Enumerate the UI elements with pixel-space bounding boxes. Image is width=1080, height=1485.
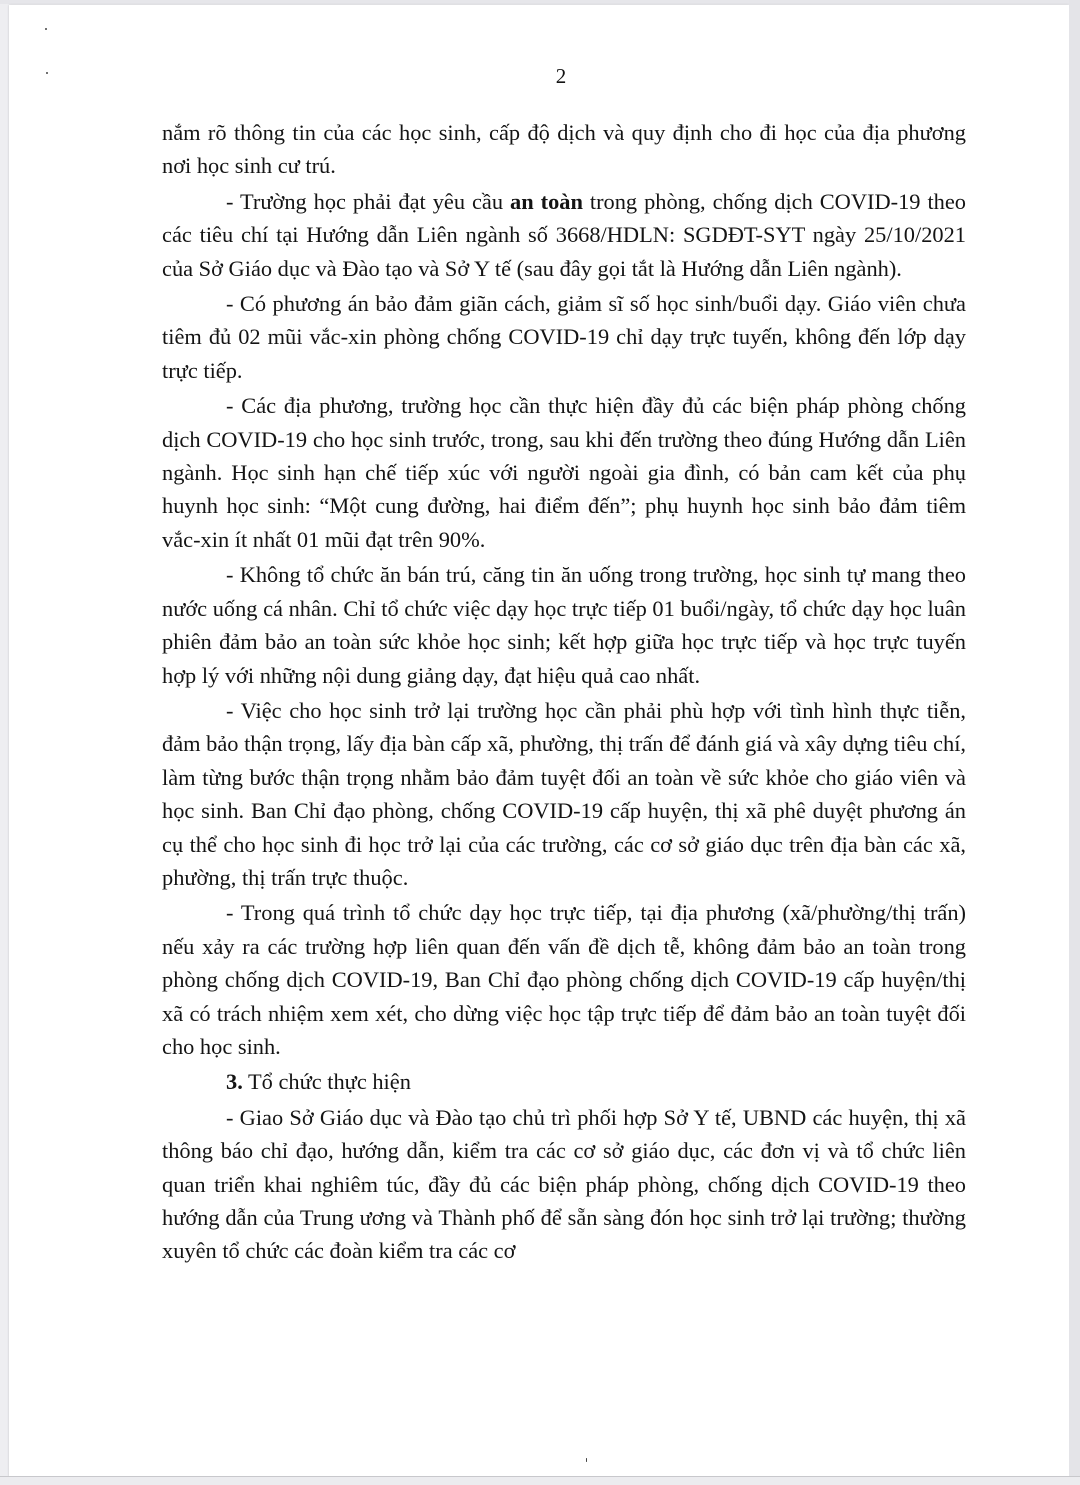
paragraph-implementation: - Giao Sở Giáo dục và Đào tạo chủ trì phối hợp Sở Y tế, UBND các huyện, thị xã thông báo chỉ đạo, hướng dẫn, kiểm tra các cơ sở giáo dục, các đơn vị và tổ chức liên quan triển khai nghiêm túc, đầy đủ các biện pháp phòng, chống dịch COVID-19 theo hướng dẫn của Trung ương và Thành phố để sẵn sàng đón học sinh trở lại trường; thường xuyên tổ chức các đoàn kiểm tra các cơ: [162, 1104, 966, 1264]
paragraph-continuation: nắm rõ thông tin của các học sinh, cấp độ dịch và quy định cho đi học của địa phương nơi học sinh cư trú.: [162, 120, 966, 179]
viewer-top-edge: [0, 0, 1080, 4]
paragraph-distancing: - Có phương án bảo đảm giãn cách, giảm sĩ số học sinh/buổi dạy. Giáo viên chưa tiêm đủ 02 mũi vắc-xin phòng chống COVID-19 chỉ dạy trực tuyến, không đến lớp dạy trực tiếp.: [162, 291, 966, 383]
document-body: [162, 116, 966, 1270]
paragraph-no-boarding: - Không tổ chức ăn bán trú, căng tin ăn uống trong trường, học sinh tự mang theo nước uống cá nhân. Chỉ tổ chức việc dạy học trực tiếp 01 buổi/ngày, tổ chức dạy học luân phiên đảm bảo an toàn sức khỏe học sinh; kết hợp giữa học trực tiếp và học trực tuyến hợp lý với những nội dung giảng dạy, đạt hiệu quả cao nhất.: [162, 562, 966, 688]
scan-speck: [586, 1458, 587, 1462]
paragraph-return-to-school: - Việc cho học sinh trở lại trường học cần phải phù hợp với tình hình thực tiễn, đảm bảo thận trọng, lấy địa bàn cấp xã, phường, thị trấn để đánh giá và xây dựng tiêu chí, làm từng bước thận trọng nhằm bảo đảm tuyệt đối an toàn về sức khỏe cho giáo viên và học sinh. Ban Chỉ đạo phòng, chống COVID-19 cấp huyện, thị xã phê duyệt phương án cụ thể cho học sinh đi học trở lại của các trường, các cơ sở giáo dục trên địa bàn các xã, phường, thị trấn trực thuộc.: [162, 697, 967, 890]
section-title: Tổ chức thực hiện: [242, 1069, 411, 1095]
bold-phrase-an-toan: an toàn: [510, 188, 583, 214]
section-number: 3.: [226, 1069, 243, 1095]
paragraph-suspension: - Trong quá trình tổ chức dạy học trực tiếp, tại địa phương (xã/phường/thị trấn) nếu xảy ra các trường hợp liên quan đến vấn đề dịch tễ, không đảm bảo an toàn trong phòng chống dịch COVID-19, Ban Chỉ đạo phòng chống dịch COVID-19 cấp huyện/thị xã có trách nhiệm xem xét, cho dừng việc học tập trực tiếp để đảm bảo an toàn tuyệt đối cho học sinh.: [162, 900, 966, 1059]
paragraph-prevention-measures: - Các địa phương, trường học cần thực hiện đầy đủ các biện pháp phòng chống dịch COVID-19 cho học sinh trước, trong, sau khi đến trường theo đúng Hướng dẫn Liên ngành. Học sinh hạn chế tiếp xúc với người ngoài gia đình, có bản cam kết của phụ huynh học sinh: “Một cung đường, hai điểm đến”; phụ huynh học sinh bảo đảm tiêm vắc-xin ít nhất 01 mũi đạt trên 90%.: [162, 393, 966, 552]
viewer-right-edge: [1069, 0, 1080, 1485]
paragraph-text: trong phòng, chống dịch COVID-19 theo các tiêu chí tại Hướng dẫn Liên ngành số 3668/HDLN: SGDĐT-SYT ngày 25/10/2021 của Sở Giáo dục và Đào tạo và Sở Y tế (sau đây gọi tắt là Hướng dẫn Liên ngành).: [162, 188, 966, 281]
paragraph-text: - Trường học phải đạt yêu cầu: [226, 188, 511, 214]
viewer-bottom-edge: [0, 1476, 1080, 1485]
page-number: 2: [555, 64, 567, 88]
paragraph-school-safety: [162, 185, 966, 285]
scan-speck: [45, 28, 47, 30]
section-heading: [162, 1065, 966, 1098]
